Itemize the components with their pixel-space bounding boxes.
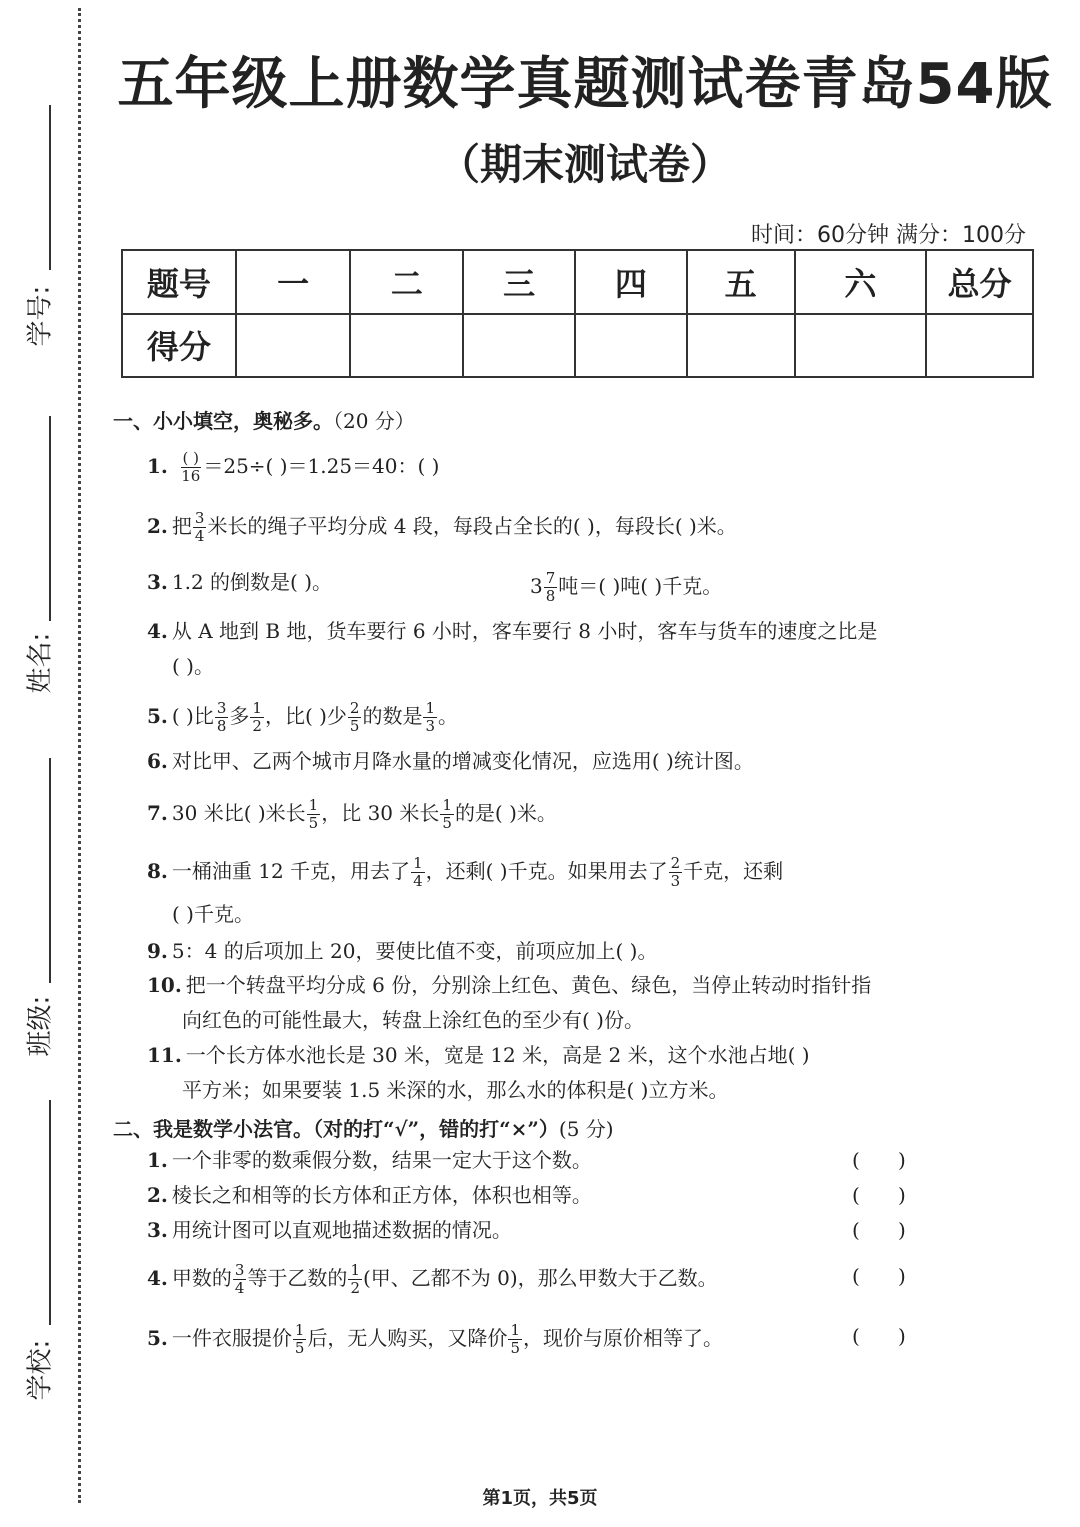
score-cell[interactable] <box>575 314 687 378</box>
question-1-7 <box>147 797 557 832</box>
question-2-2 <box>147 1183 592 1207</box>
name-line <box>49 416 51 621</box>
header-cell: 题号 <box>122 250 236 314</box>
answer-parentheses[interactable]: ( ) <box>852 1148 906 1172</box>
fraction <box>250 700 264 735</box>
fraction-numerator: 1 <box>442 796 452 814</box>
question-1-10 <box>147 973 871 997</box>
question-number: 10. <box>147 973 182 997</box>
fraction-denominator: 2 <box>350 1279 360 1297</box>
fraction <box>508 1322 522 1357</box>
score-table <box>121 249 1034 378</box>
binding-dotted-line <box>78 8 81 1503</box>
fraction-numerator: 1 <box>294 1321 305 1339</box>
score-cell[interactable] <box>926 314 1033 378</box>
fraction-numerator[interactable]: ( ) <box>182 449 200 467</box>
answer-parentheses[interactable]: ( ) <box>852 1183 906 1207</box>
question-1-3 <box>147 570 332 594</box>
section1-points: （20 分） <box>333 409 415 433</box>
fraction <box>348 700 362 735</box>
fraction-numerator: 1 <box>350 1261 360 1279</box>
question-number: 5. <box>147 1326 168 1350</box>
fraction-denominator: 5 <box>308 814 319 832</box>
score-table-score-row <box>122 314 1033 378</box>
fraction-denominator: 8 <box>216 717 227 735</box>
question-number: 6. <box>147 749 168 773</box>
fraction <box>544 570 558 605</box>
question-1-1 <box>147 450 439 485</box>
fraction-numerator: 3 <box>194 509 205 527</box>
score-label-cell: 得分 <box>122 314 236 378</box>
fraction-numerator: 7 <box>545 569 556 587</box>
section2-points: (5 分) <box>558 1117 614 1141</box>
fraction-denominator: 4 <box>413 872 423 890</box>
header-cell: 一 <box>236 250 351 314</box>
question-1-2 <box>147 510 737 545</box>
question-text[interactable]: ＝25÷( )＝1.25＝40：( ) <box>203 454 440 478</box>
question-text: ，比 30 米长 <box>321 801 440 825</box>
question-number: 3. <box>147 1218 168 1242</box>
question-1-11-line2[interactable]: 平方米；如果要装 1.5 米深的水，那么水的体积是( )立方米。 <box>182 1078 729 1102</box>
school-label: 学校: <box>25 1339 56 1401</box>
question-text[interactable]: ，还剩( )千克。如果用去了 <box>425 859 668 883</box>
score-cell[interactable] <box>687 314 795 378</box>
question-number: 3. <box>147 570 168 594</box>
fraction-denominator: 5 <box>442 814 452 832</box>
fraction-numerator: 3 <box>234 1261 245 1279</box>
question-2-3 <box>147 1218 512 1242</box>
name-label: 姓名: <box>25 632 56 694</box>
question-number: 11. <box>147 1043 182 1067</box>
answer-parentheses[interactable]: ( ) <box>852 1218 906 1242</box>
question-number: 9. <box>147 939 168 963</box>
mixed-number-whole: 3 <box>530 574 543 598</box>
question-text: 后，无人购买，又降价 <box>307 1326 508 1350</box>
fraction-numerator: 3 <box>216 699 227 717</box>
score-cell[interactable] <box>795 314 927 378</box>
fraction-denominator: 4 <box>234 1279 245 1297</box>
question-number: 1. <box>147 454 168 478</box>
question-number: 8. <box>147 859 168 883</box>
question-text: 。 <box>438 704 459 728</box>
fraction-denominator: 16 <box>181 467 201 485</box>
section2-title: 二、我是数学小法官。（对的打“√”，错的打“×”） <box>113 1117 559 1141</box>
header-cell: 六 <box>795 250 927 314</box>
fraction <box>348 1262 362 1297</box>
question-1-8 <box>147 855 783 890</box>
fraction-denominator: 8 <box>545 587 556 605</box>
question-text[interactable]: 对比甲、乙两个城市月降水量的增减变化情况，应选用( )统计图。 <box>171 749 754 773</box>
question-2-4 <box>147 1262 718 1297</box>
fraction-numerator: 1 <box>425 699 436 717</box>
question-text[interactable]: 1.2 的倒数是( )。 <box>171 570 333 594</box>
fraction <box>440 797 454 832</box>
question-text: 一个非零的数乘假分数，结果一定大于这个数。 <box>171 1148 592 1172</box>
question-text[interactable]: 吨＝( )吨( )千克。 <box>558 574 723 598</box>
question-1-6 <box>147 749 754 773</box>
question-text: 一件衣服提价 <box>171 1326 292 1350</box>
question-text: 千克，还剩 <box>683 859 784 883</box>
fraction <box>669 855 683 890</box>
fraction <box>215 700 229 735</box>
question-number: 7. <box>147 801 168 825</box>
question-text: 棱长之和相等的长方体和正方体，体积也相等。 <box>171 1183 592 1207</box>
question-text[interactable]: 米长的绳子平均分成 4 段，每段占全长的( )，每段长( )米。 <box>207 514 737 538</box>
page-footer: 第1页，共5页 <box>482 1488 598 1509</box>
fraction-denominator: 4 <box>194 527 205 545</box>
question-text[interactable]: 一个长方体水池长是 30 米，宽是 12 米，高是 2 米，这个水池占地( ) <box>185 1043 810 1067</box>
fraction <box>193 510 207 545</box>
question-text: 从 A 地到 B 地，货车要行 6 小时，客车要行 8 小时，客车与货车的速度之比是 <box>171 619 878 643</box>
class-label: 班级: <box>25 995 56 1057</box>
question-number: 4. <box>147 1266 168 1290</box>
fraction <box>411 855 425 890</box>
fraction <box>233 1262 247 1297</box>
fraction-numerator: 1 <box>413 854 423 872</box>
fraction-denominator: 5 <box>510 1339 520 1357</box>
score-table-header-row <box>122 250 1033 314</box>
school-line <box>49 1100 51 1325</box>
score-cell[interactable] <box>236 314 351 378</box>
question-1-4-line2[interactable]: ( )。 <box>172 654 214 678</box>
fraction <box>293 1322 307 1357</box>
score-cell[interactable] <box>350 314 463 378</box>
student-no-label: 学号: <box>25 285 56 347</box>
question-text: 的数是 <box>362 704 423 728</box>
question-text: 等于乙数的 <box>247 1266 348 1290</box>
question-text[interactable]: 5：4 的后项加上 20，要使比值不变，前项应加上( )。 <box>171 939 658 963</box>
fraction <box>179 450 202 485</box>
question-1-9 <box>147 939 657 963</box>
question-1-5 <box>147 700 458 735</box>
question-text[interactable]: ，比( )少 <box>264 704 347 728</box>
answer-parentheses[interactable]: ( ) <box>852 1324 906 1348</box>
fraction-denominator: 5 <box>349 717 360 735</box>
answer-parentheses[interactable]: ( ) <box>852 1264 906 1288</box>
header-cell: 三 <box>463 250 575 314</box>
header-cell: 四 <box>575 250 687 314</box>
question-1-8-line2[interactable]: ( )千克。 <box>172 902 254 926</box>
question-1-4 <box>147 619 877 643</box>
fraction-numerator: 1 <box>510 1321 520 1339</box>
section2-heading <box>113 1113 614 1142</box>
exam-subtitle: （期末测试卷） <box>437 140 732 189</box>
question-text: 用统计图可以直观地描述数据的情况。 <box>171 1218 512 1242</box>
question-text: (甲、乙都不为 0)，那么甲数大于乙数。 <box>362 1266 718 1290</box>
fraction-numerator: 2 <box>670 854 681 872</box>
question-1-11 <box>147 1043 810 1067</box>
question-text: ，现价与原价相等了。 <box>522 1326 723 1350</box>
question-1-3b <box>530 570 722 605</box>
score-cell[interactable] <box>463 314 575 378</box>
fraction-denominator: 5 <box>294 1339 305 1357</box>
question-text[interactable]: 30 米比( )米长 <box>171 801 306 825</box>
class-line <box>49 758 51 983</box>
question-text: 把一个转盘平均分成 6 份，分别涂上红色、黄色、绿色，当停止转动时指针指 <box>185 973 872 997</box>
question-text: 把 <box>171 514 192 538</box>
section1-title: 一、小小填空，奥秘多。 <box>113 409 333 433</box>
header-cell: 五 <box>687 250 795 314</box>
question-text: 多 <box>229 704 250 728</box>
question-text: 一桶油重 12 千克，用去了 <box>171 859 411 883</box>
question-number: 2. <box>147 514 168 538</box>
question-2-1 <box>147 1148 592 1172</box>
fraction-numerator: 1 <box>252 699 262 717</box>
question-text[interactable]: 的是( )米。 <box>454 801 557 825</box>
fraction <box>307 797 321 832</box>
fraction <box>423 700 437 735</box>
student-no-line <box>49 105 51 270</box>
header-cell: 二 <box>350 250 463 314</box>
question-1-10-line2[interactable]: 向红色的可能性最大，转盘上涂红色的至少有( )份。 <box>182 1008 644 1032</box>
time-info: 时间：60分钟 满分：100分 <box>751 223 1026 248</box>
exam-title: 五年级上册数学真题测试卷青岛54版 <box>117 52 1053 117</box>
question-number: 1. <box>147 1148 168 1172</box>
fraction-denominator: 3 <box>670 872 681 890</box>
section1-heading <box>113 405 415 434</box>
fraction-denominator: 3 <box>425 717 436 735</box>
question-number: 5. <box>147 704 168 728</box>
fraction-numerator: 2 <box>349 699 360 717</box>
fraction-numerator: 1 <box>308 796 319 814</box>
question-2-5 <box>147 1322 723 1357</box>
question-text[interactable]: ( )比 <box>171 704 214 728</box>
header-cell: 总分 <box>926 250 1033 314</box>
question-number: 4. <box>147 619 168 643</box>
question-number: 2. <box>147 1183 168 1207</box>
question-text: 甲数的 <box>171 1266 232 1290</box>
fraction-denominator: 2 <box>252 717 262 735</box>
